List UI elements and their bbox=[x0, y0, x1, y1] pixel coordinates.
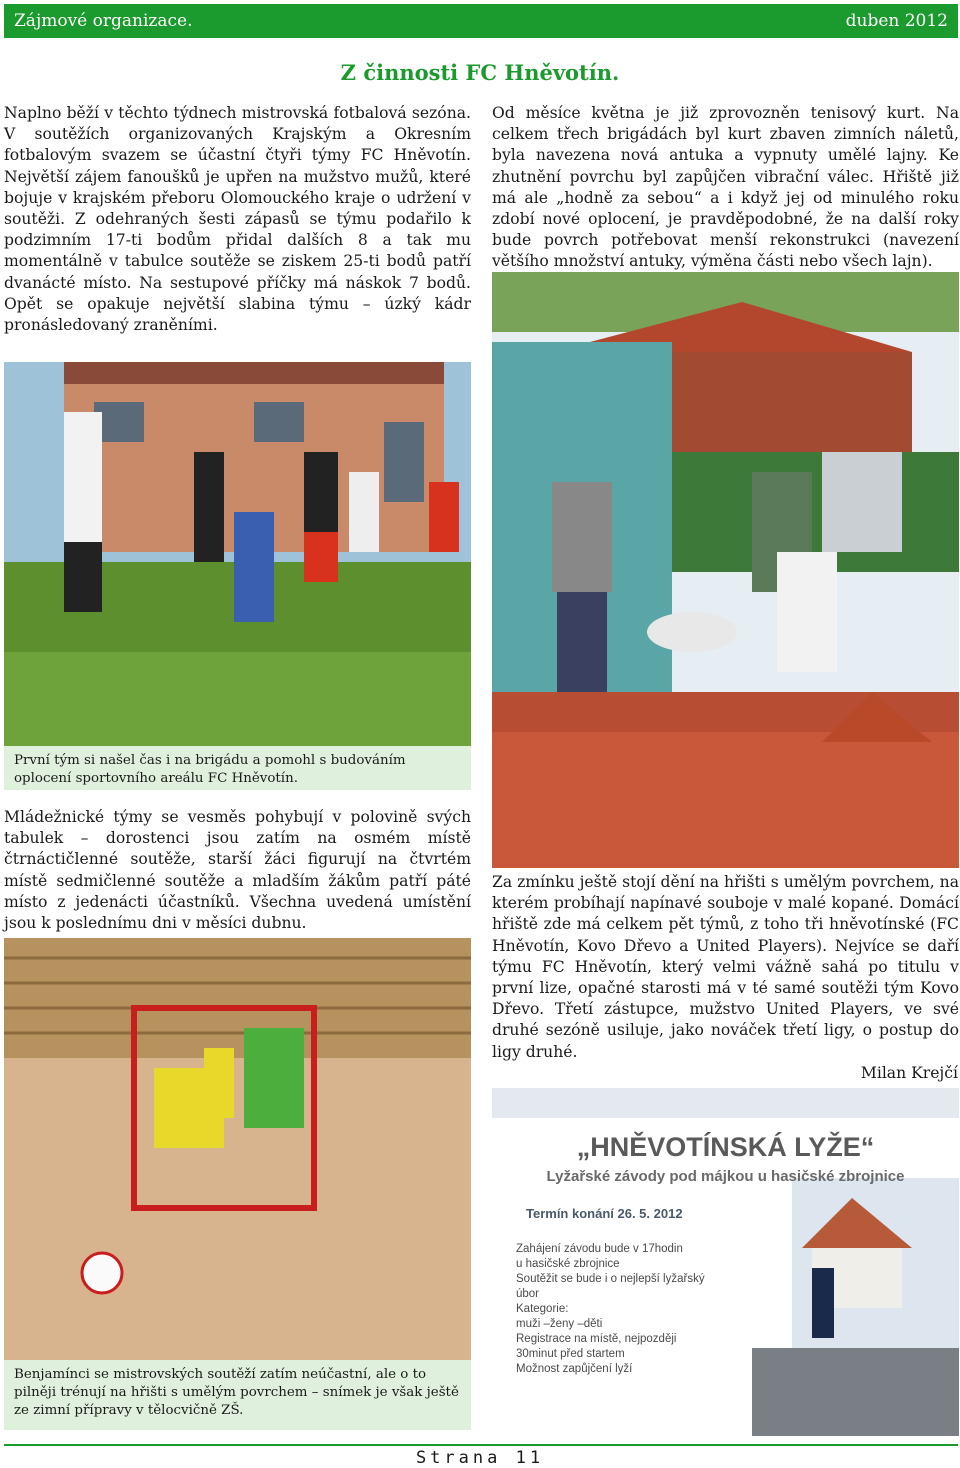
issue-date: duben 2012 bbox=[845, 11, 948, 31]
poster-item: Soutěžit se bude i o nejlepší lyžařský bbox=[516, 1273, 705, 1285]
artificial-pitch-paragraph: Za zmínku ještě stojí dění na hřišti s umělým povrchem, na kterém probíhají napínavé souboje v malé kopané. Domácí hřiště zde má celkem pět týmů, z toho tři hněvotínské (FC Hněvotín, Kovo Dřevo a United Players). Nejvíce se daří týmu FC Hněvotín, který velmi vážně sahá po titulu v první lize, opačné starosti má v té samé soutěži tým Kovo Dřevo. Třetí zástupce, mužstvo United Players, ve své druhé sezóně usiluje, jako nováček třetí ligy, o postup do ligy druhé. bbox=[492, 873, 959, 1061]
section-name: Zájmové organizace. bbox=[14, 11, 193, 31]
poster-item: muži –ženy –děti bbox=[516, 1318, 603, 1330]
poster-item: Možnost zapůjčení lyží bbox=[516, 1363, 633, 1375]
photo-tennis-court bbox=[492, 272, 959, 868]
poster-date: Termín konání 26. 5. 2012 bbox=[526, 1206, 683, 1221]
poster-item: Zahájení závodu bude v 17hodin bbox=[516, 1243, 683, 1255]
poster-item: Kategorie: bbox=[516, 1303, 569, 1315]
poster-subtitle: Lyžařské závody pod májkou u hasičské zbrojnice bbox=[546, 1168, 905, 1185]
youth-paragraph: Mládežnické týmy se vesměs pohybují v polovině svých tabulek – dorostenci jsou zatím na osmém místě čtrnáctičlenné soutěže, starší žáci figurují na čtvrtém místě sedmičlenné soutěže a mladším žákům patří páté místo z jedenácti účastníků. Všechna uvedená umístění jsou k poslednímu dni v měsíci dubnu. bbox=[4, 808, 471, 933]
article-title: Z činnosti FC Hněvotín. bbox=[340, 60, 620, 85]
poster-item: 30minut před startem bbox=[516, 1348, 625, 1360]
poster-item: Registrace na místě, nejpozději bbox=[516, 1333, 677, 1345]
poster-item: úbor bbox=[516, 1288, 540, 1300]
poster-item: u hasičské zbrojnice bbox=[516, 1258, 620, 1270]
poster-title: „HNĚVOTÍNSKÁ LYŽE“ bbox=[576, 1132, 875, 1162]
page-number: Strana 11 bbox=[415, 1448, 545, 1468]
ski-race-poster bbox=[492, 1088, 959, 1436]
intro-paragraph: Naplno běží v těchto týdnech mistrovská fotbalová sezóna. V soutěžích organizovaných Krajským a Okresním fotbalovým svazem se účastní čtyři týmy FC Hněvotín. Největší zájem fanoušků je upřen na mužstvo mužů, které bojuje v krajském přeboru Olomouckého kraje o udržení v soutěži. Z odehraných šesti zápasů se týmu podařilo k podzimním 17-ti bodům přidal dalších 8 a tak mu momentálně v tabulce soutěže se ziskem 25-ti bodů patří dvanácté místo. Na sestupové příčky má náskok 7 bodů. Opět se opakuje největší slabina týmu – úzký kádr pronásledovaný zraněními. bbox=[4, 104, 471, 335]
tennis-paragraph: Od měsíce května je již zprovozněn tenisový kurt. Na celkem třech brigádách byl kurt zbaven zimních náletů, byla navezena nová antuka a vypnuty umělé lajny. Ke zhutnění povrchu byl zapůjčen vibrační válec. Hřiště již má ale „hodně za sebou“ a i když jej od minulého roku zdobí nové oplocení, je pravděpodobné, že na další roky bude povrch potřebovat menší rekonstrukci (navezení většího množství antuky, výměna části nebo všech lajn). bbox=[492, 104, 959, 271]
footer-divider bbox=[4, 1444, 958, 1446]
photo-gym-training bbox=[4, 938, 471, 1360]
photo-brigade bbox=[4, 362, 471, 746]
caption-gym: Benjamínci se mistrovských soutěží zatím neúčastní, ale o to pilněji trénují na hřišti s umělým povrchem – snímek je však ještě ze zimní přípravy v tělocvičně ZŠ. bbox=[4, 1360, 471, 1430]
poster-info-list bbox=[516, 1242, 705, 1377]
caption-brigade: První tým si našel čas i na brigádu a pomohl s budováním oplocení sportovního areálu FC Hněvotín. bbox=[4, 746, 471, 790]
author-signature: Milan Krejčí bbox=[860, 1064, 958, 1082]
page-header bbox=[4, 4, 958, 38]
